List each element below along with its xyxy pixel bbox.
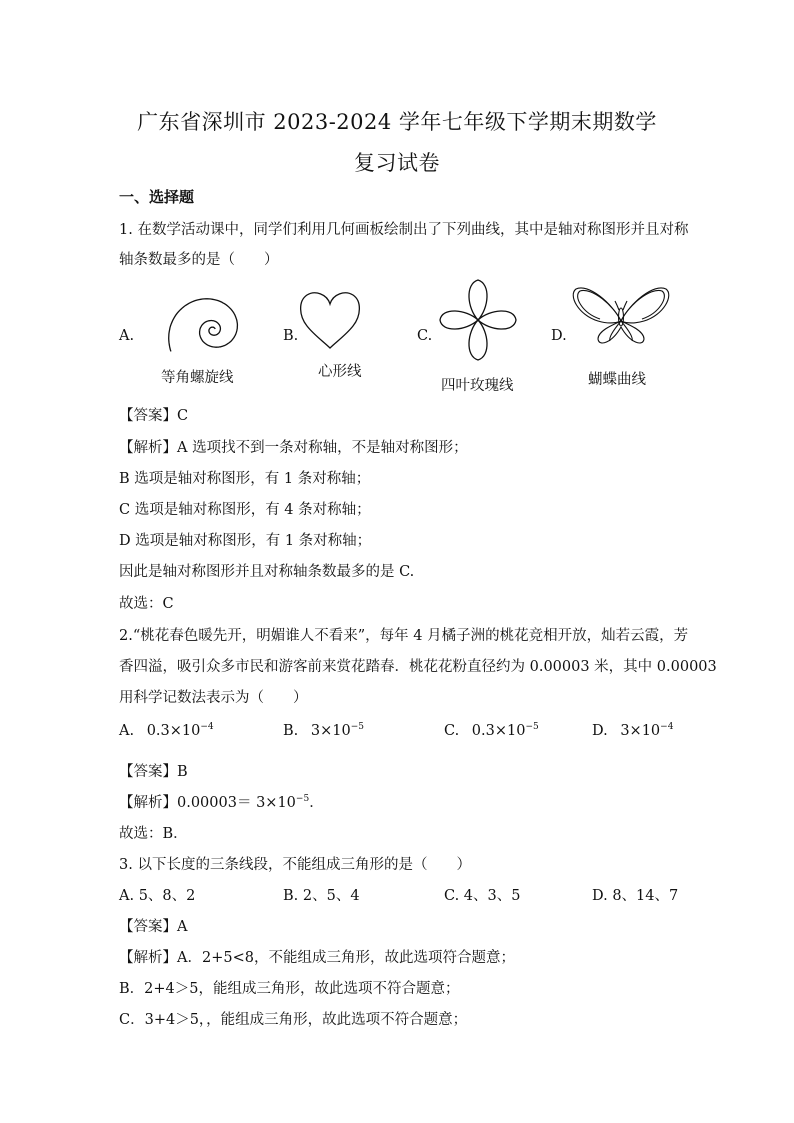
q2-option-c-letter: C.	[444, 722, 460, 739]
q2-option-c-exp: −5	[525, 722, 539, 732]
q2-analysis-prefix: 【解析】0.00003	[119, 795, 237, 811]
q2-option-d-base: 3×10	[620, 722, 661, 739]
q3-option-c: C. 4、3、5	[444, 888, 521, 904]
q2-option-b	[283, 722, 364, 739]
q2-analysis-math: ＝ 3×10	[236, 795, 296, 811]
q1-caption-d: 蝴蝶曲线	[588, 372, 646, 388]
q2-option-a-letter: A.	[119, 722, 135, 739]
q1-stem-line-2: 轴条数最多的是（ ）	[119, 252, 279, 268]
q2-option-a-exp: −4	[200, 722, 214, 732]
q2-option-c-base: 0.3×10	[471, 722, 526, 739]
q3-option-a: A. 5、8、2	[119, 888, 196, 904]
q2-stem-line-1: 2.“桃花春色暖先开，明媚谁人不看来”，每年 4 月橘子洲的桃花竞相开放，灿若云霞，芳	[119, 628, 689, 644]
q2-option-d	[592, 722, 673, 739]
q1-caption-c: 四叶玫瑰线	[441, 378, 514, 394]
q3-analysis-1: 【解析】A．2+5<8，不能组成三角形，故此选项符合题意；	[119, 950, 515, 966]
q2-stem-line-3: 用科学记数法表示为（ ）	[119, 690, 308, 706]
q3-analysis-2: B．2+4＞5，能组成三角形，故此选项不符合题意；	[119, 981, 460, 997]
butterfly-figure	[568, 281, 674, 361]
q1-option-b-letter: B.	[283, 328, 299, 344]
q1-answer: 【答案】C	[119, 408, 189, 424]
heart-figure	[297, 290, 363, 352]
q3-stem: 3. 以下长度的三条线段，不能组成三角形的是（ ）	[119, 857, 471, 873]
q2-conclusion: 故选：B．	[119, 826, 188, 842]
q2-option-d-exp: −4	[660, 722, 674, 732]
q2-analysis-suffix: ．	[309, 795, 324, 811]
q2-option-b-exp: −5	[350, 722, 364, 732]
q2-stem-line-2: 香四溢，吸引众多市民和游客前来赏花踏春．桃花花粉直径约为 0.00003 米，其中 0.00003	[119, 659, 717, 675]
section-heading: 一、选择题	[119, 188, 195, 206]
q2-option-a	[119, 722, 214, 739]
q3-option-d: D. 8、14、7	[592, 888, 679, 904]
q2-option-d-letter: D.	[592, 722, 608, 739]
q3-analysis-3: C．3+4＞5，，能组成三角形，故此选项不符合题意；	[119, 1012, 468, 1028]
q2-analysis-exp: −5	[295, 794, 310, 805]
q1-analysis-5: 因此是轴对称图形并且对称轴条数最多的是 C.	[119, 564, 415, 580]
q1-analysis-3: C 选项是轴对称图形，有 4 条对称轴；	[119, 502, 371, 518]
q1-conclusion: 故选：C	[119, 596, 174, 612]
q1-caption-b: 心形线	[318, 364, 362, 380]
q1-analysis-1: 【解析】A 选项找不到一条对称轴，不是轴对称图形；	[119, 440, 468, 456]
q1-option-d-letter: D.	[551, 328, 567, 344]
q2-option-b-letter: B.	[283, 722, 299, 739]
q1-analysis-4: D 选项是轴对称图形，有 1 条对称轴；	[119, 533, 372, 549]
title-line-1: 广东省深圳市 2023-2024 学年七年级下学期末期数学	[137, 110, 657, 134]
title-line-2: 复习试卷	[354, 151, 440, 175]
q2-option-a-base: 0.3×10	[146, 722, 201, 739]
q1-option-c-letter: C.	[417, 328, 433, 344]
q1-caption-a: 等角螺旋线	[161, 370, 234, 386]
q1-analysis-2: B 选项是轴对称图形，有 1 条对称轴；	[119, 471, 371, 487]
q1-option-a-letter: A.	[119, 328, 135, 344]
spiral-figure	[135, 284, 265, 354]
q2-option-c	[444, 722, 539, 739]
rose-figure	[437, 276, 519, 364]
q2-option-b-base: 3×10	[310, 722, 351, 739]
q1-stem-line-1: 1. 在数学活动课中，同学们利用几何画板绘制出了下列曲线，其中是轴对称图形并且对称	[119, 222, 689, 238]
q3-option-b: B. 2、5、4	[283, 888, 360, 904]
q3-answer: 【答案】A	[119, 919, 188, 935]
q2-analysis	[119, 791, 324, 812]
q2-answer: 【答案】B	[119, 764, 188, 780]
